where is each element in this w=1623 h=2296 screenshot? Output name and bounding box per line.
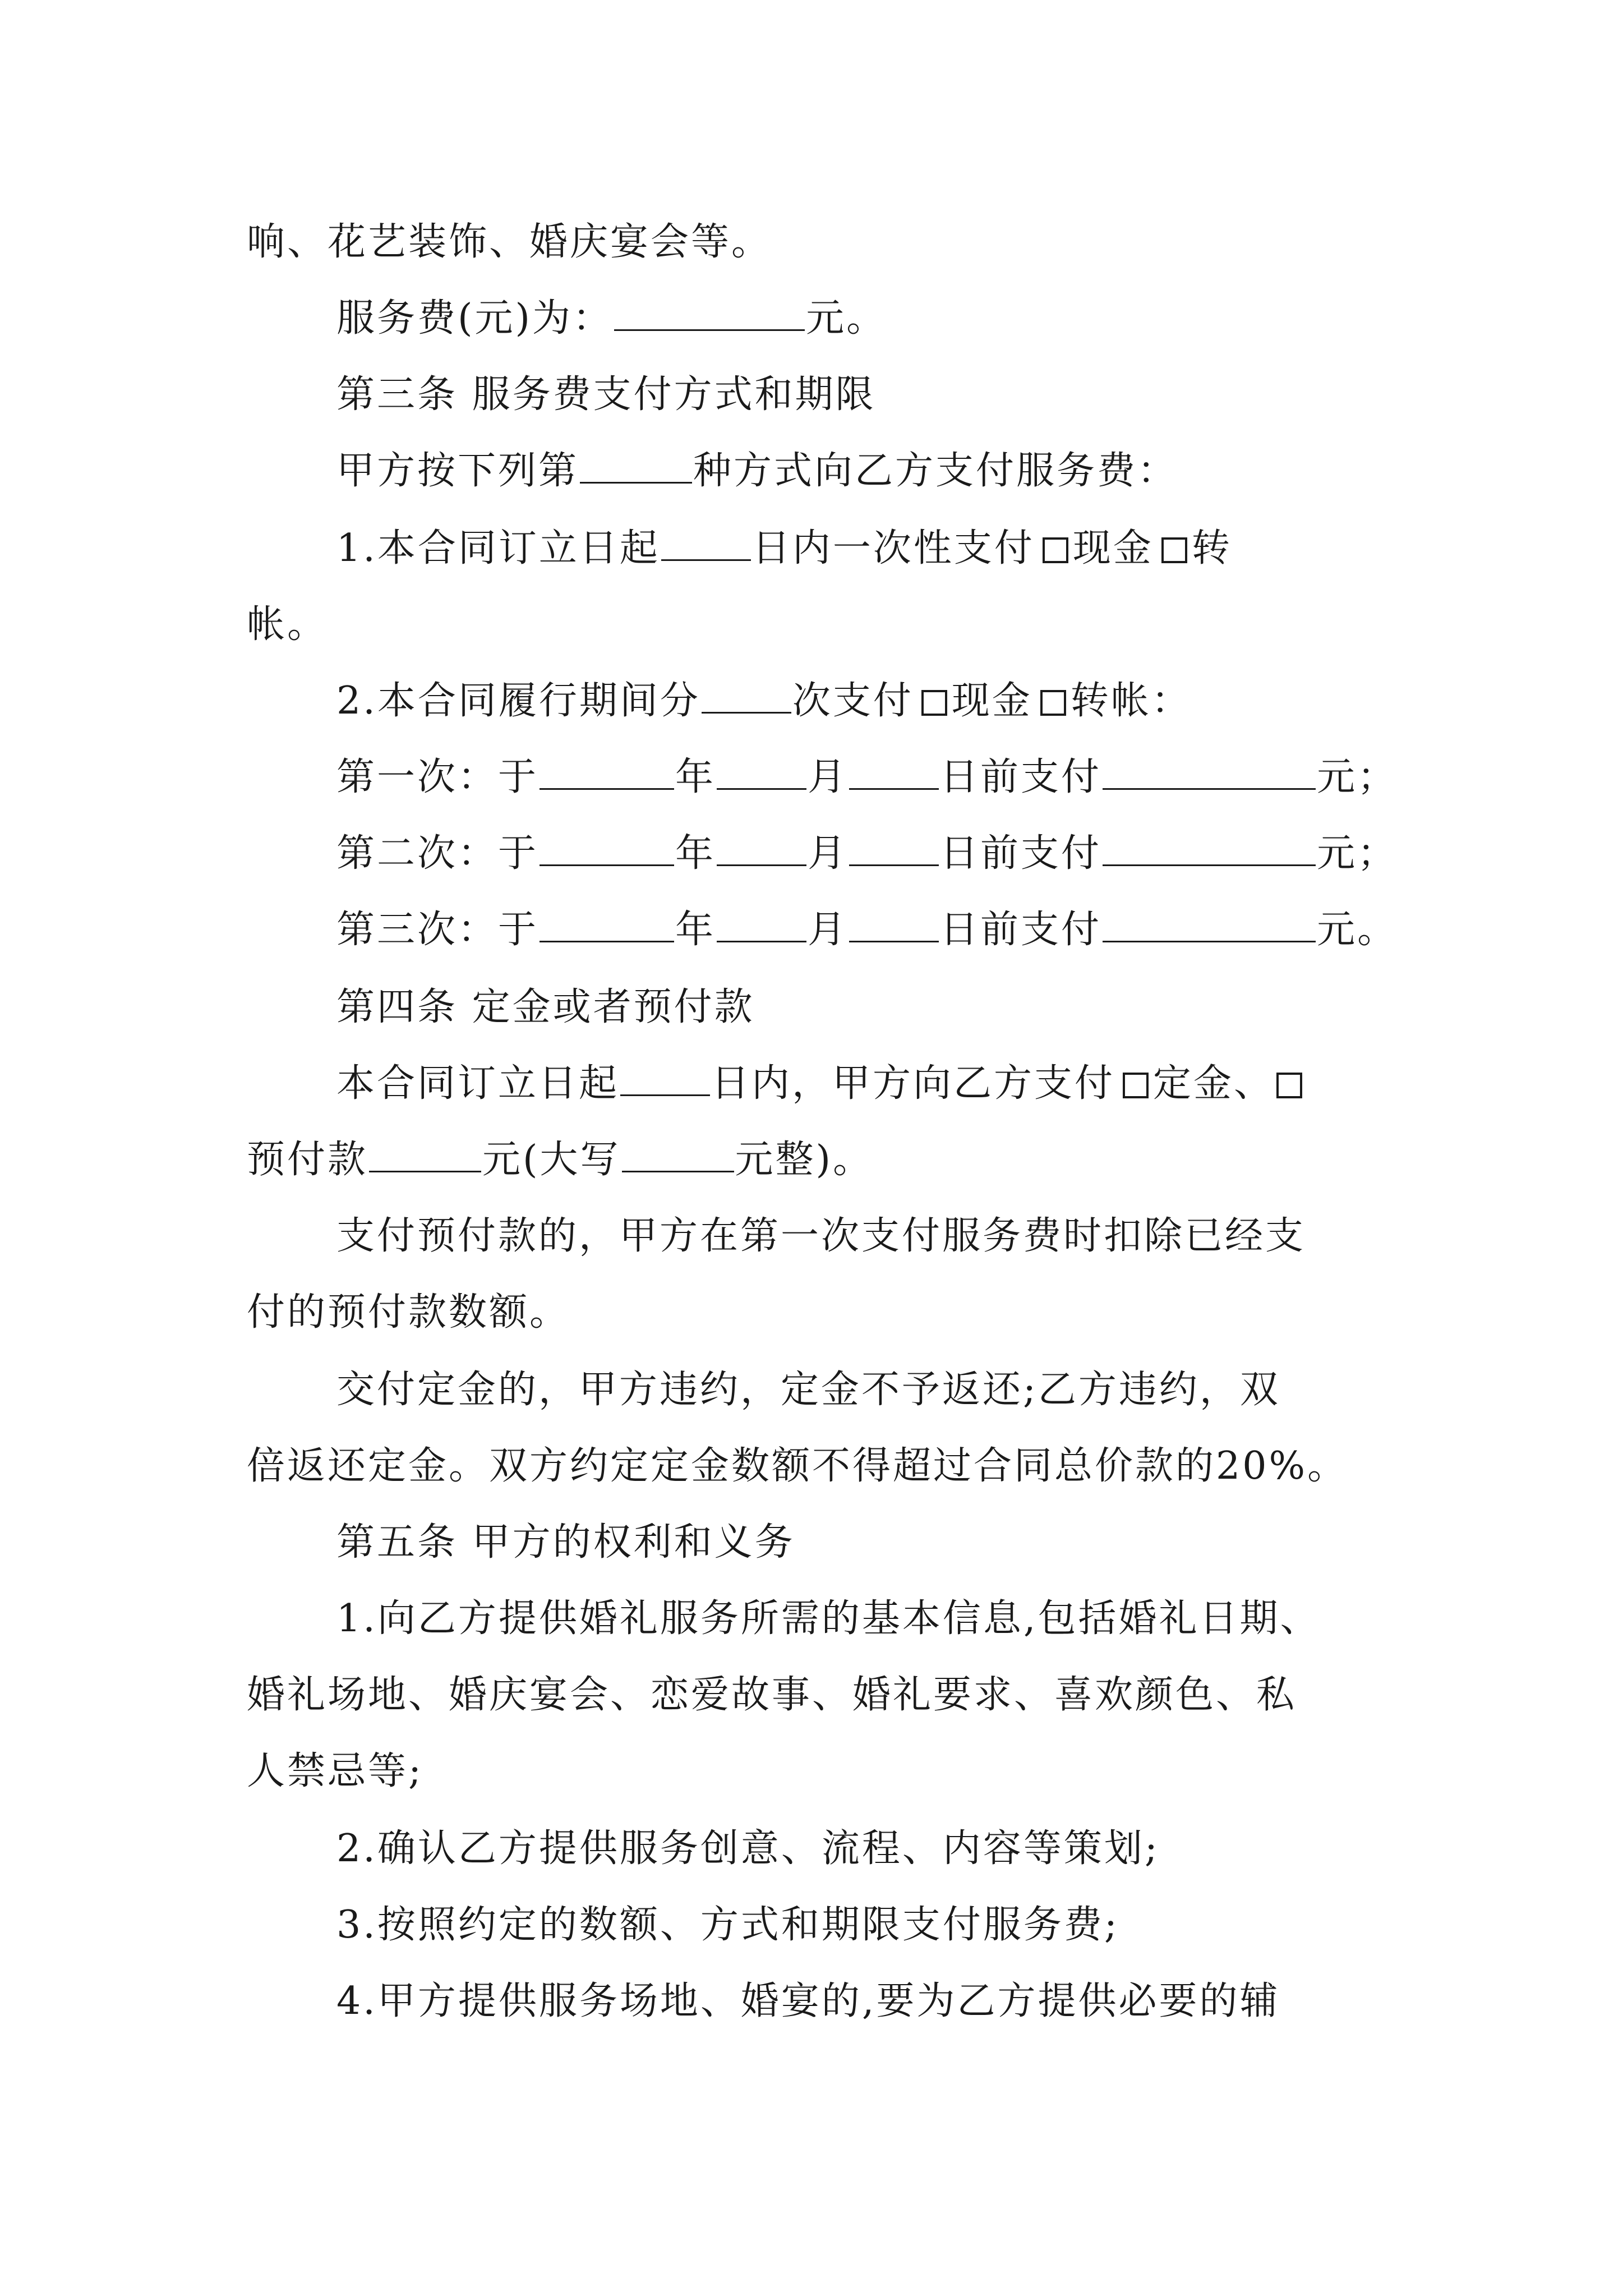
text: 元；: [1317, 755, 1398, 799]
text-line: [247, 1444, 1348, 1489]
text: 响、花艺装饰、婚庆宴会等。: [247, 220, 772, 264]
text: 元；: [1317, 831, 1398, 876]
text: 帐。: [247, 602, 328, 647]
text: 转: [1191, 526, 1232, 570]
service-fee-line: [336, 296, 887, 341]
text: 1.本合同订立日起: [336, 526, 660, 570]
text: 转帐：: [1070, 679, 1192, 723]
article-heading: [336, 372, 876, 417]
fill-blank[interactable]: [849, 833, 939, 866]
text: 付的预付款数额。: [247, 1290, 570, 1335]
text: 月: [808, 908, 849, 952]
fill-blank[interactable]: [1103, 909, 1316, 942]
text: 种方式向乙方支付服务费：: [693, 449, 1178, 493]
text-line: [336, 1979, 1280, 2024]
checkbox[interactable]: [1043, 537, 1068, 563]
article-heading: [336, 1520, 795, 1565]
fill-blank[interactable]: [620, 1063, 710, 1096]
text: 日前支付: [940, 755, 1102, 799]
fill-blank[interactable]: [661, 528, 751, 561]
text-line: [336, 526, 1232, 571]
text: 婚礼场地、婚庆宴会、恋爱故事、婚礼要求、喜欢颜色、私: [247, 1673, 1297, 1717]
fill-blank[interactable]: [717, 833, 806, 866]
checkbox[interactable]: [1161, 537, 1187, 563]
text-line: [247, 1138, 873, 1182]
text: 元(大写: [482, 1138, 621, 1182]
fill-blank[interactable]: [540, 757, 674, 790]
text: 月: [808, 755, 849, 799]
text: 月: [808, 831, 849, 876]
fill-blank[interactable]: [369, 1139, 481, 1172]
fill-blank[interactable]: [614, 298, 805, 331]
text-line: [247, 1290, 570, 1335]
text-line: [247, 220, 772, 265]
text: 现金: [1072, 526, 1154, 570]
text: 倍返还定金。双方约定定金数额不得超过合同总价款的20%。: [247, 1444, 1348, 1488]
text: 预付款: [247, 1138, 368, 1182]
checkbox[interactable]: [1040, 690, 1066, 716]
text: 第四条 定金或者预付款: [336, 985, 755, 1029]
text: 日前支付: [940, 908, 1102, 952]
text: 第三次：于: [336, 908, 539, 952]
text-line: [247, 602, 328, 647]
fill-blank[interactable]: [849, 909, 939, 942]
text-line: [336, 1368, 1280, 1412]
text: 定金、: [1153, 1061, 1275, 1106]
text: 第一次：于: [336, 755, 539, 799]
text: 年: [675, 831, 716, 876]
text-line: [336, 679, 1192, 724]
text-line: [336, 1826, 1160, 1871]
text: 1.向乙方提供婚礼服务所需的基本信息,包括婚礼日期、: [336, 1596, 1321, 1641]
text: 支付预付款的，甲方在第一次支付服务费时扣除已经支: [336, 1214, 1306, 1258]
article-heading: [336, 985, 755, 1030]
payment-line-1: [336, 755, 1398, 800]
fill-blank[interactable]: [580, 450, 692, 484]
text-line: [336, 1903, 1119, 1948]
fill-blank[interactable]: [717, 757, 806, 790]
checkbox[interactable]: [1276, 1073, 1302, 1098]
text: 日前支付: [940, 831, 1102, 876]
fill-blank[interactable]: [622, 1139, 734, 1172]
text-line: [247, 1749, 423, 1794]
text: 日内一次性支付: [751, 526, 1035, 570]
fill-blank[interactable]: [540, 833, 674, 866]
checkbox[interactable]: [1123, 1073, 1149, 1098]
text: 日内，甲方向乙方支付: [711, 1061, 1115, 1106]
text-line: [336, 449, 1178, 494]
text: 3.按照约定的数额、方式和期限支付服务费;: [336, 1903, 1119, 1947]
text: 元。: [806, 296, 887, 341]
text-line: [336, 1596, 1321, 1641]
text: 元整)。: [735, 1138, 874, 1182]
text: 年: [675, 908, 716, 952]
text: 次支付: [792, 679, 914, 723]
text: 第二次：于: [336, 831, 539, 876]
text: 交付定金的，甲方违约，定金不予返还;乙方违约，双: [336, 1368, 1280, 1412]
text: 2.确认乙方提供服务创意、流程、内容等策划;: [336, 1826, 1160, 1871]
text: 第五条 甲方的权利和义务: [336, 1520, 795, 1565]
text: 现金: [951, 679, 1032, 723]
text: 服务费(元)为：: [336, 296, 614, 341]
payment-line-3: [336, 908, 1398, 953]
fill-blank[interactable]: [1103, 833, 1316, 866]
text: 人禁忌等;: [247, 1749, 423, 1793]
fill-blank[interactable]: [702, 680, 791, 714]
text: 年: [675, 755, 716, 799]
fill-blank[interactable]: [540, 909, 674, 942]
text: 4.甲方提供服务场地、婚宴的,要为乙方提供必要的辅: [336, 1979, 1280, 2023]
text-line: [336, 1061, 1307, 1106]
text: 甲方按下列第: [336, 449, 579, 493]
fill-blank[interactable]: [1103, 757, 1316, 790]
text: 第三条 服务费支付方式和期限: [336, 372, 876, 417]
checkbox[interactable]: [921, 690, 947, 716]
fill-blank[interactable]: [717, 909, 806, 942]
text-line: [336, 1214, 1306, 1259]
payment-line-2: [336, 831, 1398, 876]
fill-blank[interactable]: [849, 757, 939, 790]
text: 元。: [1317, 908, 1398, 952]
text: 2.本合同履行期间分: [336, 679, 700, 723]
text: 本合同订立日起: [336, 1061, 620, 1106]
text-line: [247, 1673, 1297, 1718]
